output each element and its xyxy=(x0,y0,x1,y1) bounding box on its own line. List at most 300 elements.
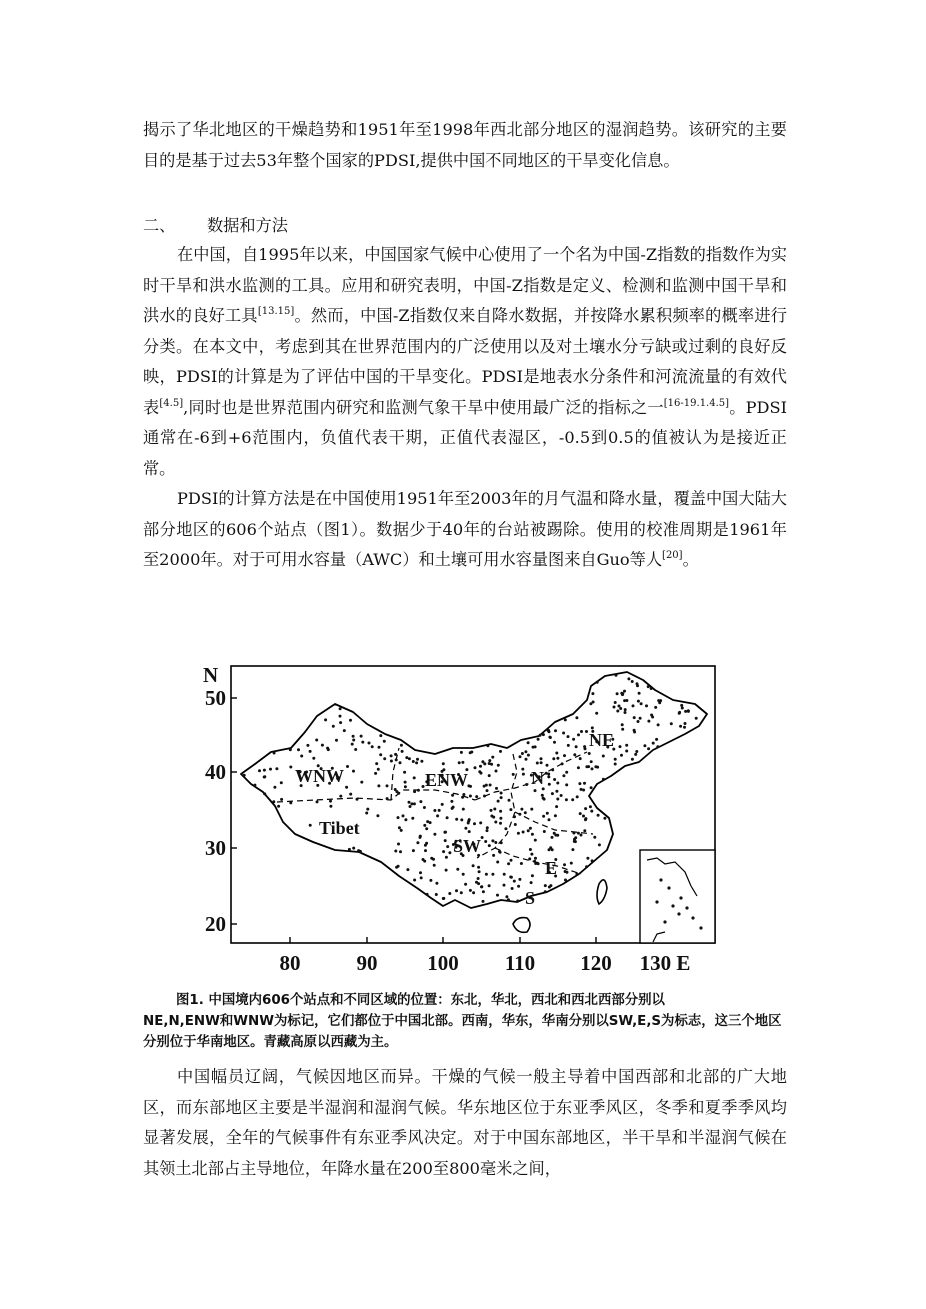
station-dot xyxy=(390,760,393,763)
station-dot xyxy=(321,744,324,747)
station-dot xyxy=(655,738,658,741)
station-dot xyxy=(339,721,342,724)
station-dot xyxy=(348,848,351,851)
station-dot xyxy=(540,761,543,764)
station-dot xyxy=(489,784,492,787)
station-dot xyxy=(565,771,568,774)
station-dot xyxy=(684,722,687,725)
station-dot xyxy=(530,853,533,856)
station-dot xyxy=(507,862,510,865)
station-dot xyxy=(537,862,540,865)
station-dot xyxy=(584,807,587,810)
station-dot xyxy=(556,798,559,801)
station-dot xyxy=(534,789,537,792)
station-dot xyxy=(461,796,464,799)
station-dot xyxy=(486,744,489,747)
station-dot xyxy=(539,734,542,737)
station-dot xyxy=(619,707,622,710)
station-dot xyxy=(289,748,292,751)
station-dot xyxy=(547,775,550,778)
taiwan-island xyxy=(597,880,607,904)
station-dot xyxy=(595,712,598,715)
station-dot xyxy=(371,745,374,748)
station-dot xyxy=(378,746,381,749)
station-dot xyxy=(547,729,550,732)
station-dot xyxy=(623,690,626,693)
citation: [13.15] xyxy=(257,306,295,317)
station-dot xyxy=(470,751,473,754)
station-dot xyxy=(297,748,300,751)
station-dot xyxy=(597,814,600,817)
station-dot xyxy=(513,880,516,883)
station-dot xyxy=(534,857,537,860)
caption-rest: NE,N,ENW和WNW为标记，它们都位于中国北部。西南，华东，华南分别以SW,E,S为标志，这三个地区分别位于华南地区。青藏高原以西藏为主。 xyxy=(143,1014,782,1050)
station-dot xyxy=(445,856,448,859)
station-dot xyxy=(571,848,574,851)
china-outline xyxy=(241,672,707,908)
station-dot xyxy=(376,814,379,817)
station-dot xyxy=(448,892,451,895)
station-dot xyxy=(488,759,491,762)
station-dot xyxy=(524,811,527,814)
station-dot xyxy=(379,734,382,737)
station-dot xyxy=(401,750,404,753)
station-dot xyxy=(277,805,280,808)
station-dot xyxy=(486,826,489,829)
station-dot xyxy=(410,802,413,805)
region-label-e: E xyxy=(545,858,558,878)
station-dot xyxy=(386,797,389,800)
station-dot xyxy=(695,717,698,720)
station-dot xyxy=(542,733,545,736)
station-dot xyxy=(562,732,565,735)
station-dot xyxy=(460,891,463,894)
station-dot xyxy=(280,798,283,801)
station-dot xyxy=(419,836,422,839)
station-dot xyxy=(499,817,502,820)
station-dot xyxy=(442,850,445,853)
station-dot xyxy=(530,881,533,884)
station-dot xyxy=(684,710,687,713)
station-dot xyxy=(670,722,673,725)
station-dot xyxy=(580,730,583,733)
station-dot xyxy=(546,812,549,815)
station-dot xyxy=(556,782,559,785)
station-dot xyxy=(357,849,360,852)
station-dot xyxy=(573,840,576,843)
station-dot xyxy=(555,752,558,755)
station-dot xyxy=(650,687,653,690)
paragraph-1: 揭示了华北地区的干燥趋势和1951年至1998年西北部分地区的湿润趋势。该研究的主要目的是基于过去53年整个国家的PDSI,提供中国不同地区的干旱变化信息。 xyxy=(143,120,787,170)
station-dot xyxy=(551,768,554,771)
y-tick-label: 20 xyxy=(205,912,226,936)
citation: [4.5] xyxy=(159,397,184,409)
region-label-enw: ENW xyxy=(425,770,469,790)
station-dot xyxy=(577,766,580,769)
station-dot xyxy=(504,827,507,830)
station-dot xyxy=(584,818,587,821)
station-dot xyxy=(315,739,318,742)
station-dot xyxy=(633,731,636,734)
station-dot xyxy=(577,832,580,835)
station-dot xyxy=(564,879,567,882)
station-dot xyxy=(403,771,406,774)
station-dot xyxy=(517,885,520,888)
station-dot xyxy=(377,768,380,771)
station-dot xyxy=(618,705,621,708)
station-dot xyxy=(534,839,537,842)
station-dot xyxy=(455,889,458,892)
station-dot xyxy=(596,681,599,684)
station-dot xyxy=(555,805,558,808)
region-label-wnw: WNW xyxy=(295,766,344,786)
station-dot xyxy=(497,800,500,803)
station-dot xyxy=(423,806,426,809)
station-dot xyxy=(548,818,551,821)
station-dot xyxy=(556,757,559,760)
station-dot xyxy=(494,841,497,844)
station-dot xyxy=(544,890,547,893)
station-dot xyxy=(631,680,634,683)
station-dot xyxy=(395,758,398,761)
x-tick-label: 120 xyxy=(580,951,612,975)
station-dot xyxy=(614,763,617,766)
station-dot xyxy=(596,766,599,769)
station-dot xyxy=(573,753,576,756)
station-dot xyxy=(495,770,498,773)
paragraph-4: 中国幅员辽阔，气候因地区而异。干燥的气候一般主导着中国西部和北部的广大地区，而东部地区主要是半湿润和湿润气候。华东地区位于东亚季风区，冬季和夏季季风均显著发展，全年的气候事件有东亚季风决定。对于中国东部地区，半干旱和半湿润气候在其领土北部占主导地位，年降水量在200至800毫米之间， xyxy=(143,1067,787,1178)
station-dot xyxy=(473,822,476,825)
station-dot xyxy=(365,812,368,815)
station-dot xyxy=(656,745,659,748)
station-dot xyxy=(420,876,423,879)
station-dot xyxy=(339,715,342,718)
station-dot xyxy=(583,829,586,832)
station-dot xyxy=(496,861,499,864)
station-dot xyxy=(349,719,352,722)
station-dot xyxy=(390,754,393,757)
station-dot xyxy=(351,743,354,746)
station-dot xyxy=(413,879,416,882)
station-dot xyxy=(435,882,438,885)
station-dot xyxy=(647,685,650,688)
station-dot xyxy=(335,739,338,742)
region-label-n: N xyxy=(531,768,544,788)
station-dot xyxy=(614,758,617,761)
station-dot xyxy=(360,781,363,784)
station-dot xyxy=(679,725,682,728)
station-dot xyxy=(586,857,589,860)
station-dot xyxy=(386,784,389,787)
station-dot xyxy=(475,881,478,884)
station-dot xyxy=(458,761,461,764)
station-dot xyxy=(498,850,501,853)
station-dot xyxy=(634,753,637,756)
station-dot xyxy=(360,735,363,738)
station-dot xyxy=(637,700,640,703)
station-dot xyxy=(591,767,594,770)
station-dot xyxy=(263,769,266,772)
station-dot xyxy=(505,895,508,898)
station-dot xyxy=(551,836,554,839)
station-dot xyxy=(273,786,276,789)
station-dot xyxy=(352,739,355,742)
station-dot xyxy=(543,798,546,801)
station-dot xyxy=(657,699,660,702)
station-dot xyxy=(456,868,459,871)
station-dot xyxy=(329,805,332,808)
station-dot xyxy=(475,795,478,798)
station-dot xyxy=(481,760,484,763)
station-dot xyxy=(615,674,618,677)
station-dot xyxy=(531,833,534,836)
station-dot xyxy=(356,798,359,801)
station-dot xyxy=(508,799,511,802)
station-dot xyxy=(445,869,448,872)
figure-caption xyxy=(143,990,787,1053)
station-dot xyxy=(527,741,530,744)
station-dot xyxy=(563,754,566,757)
station-dot xyxy=(500,792,503,795)
station-dot xyxy=(493,808,496,811)
station-dot xyxy=(647,747,650,750)
station-dot xyxy=(492,854,495,857)
station-dot xyxy=(343,729,346,732)
x-tick-label: 110 xyxy=(504,951,536,975)
station-dot xyxy=(525,758,528,761)
station-dot xyxy=(549,846,552,849)
station-dot xyxy=(620,754,623,757)
station-dot xyxy=(443,831,446,834)
station-dot xyxy=(289,801,292,804)
station-dot xyxy=(408,757,411,760)
station-dot xyxy=(425,827,428,830)
station-dot xyxy=(446,816,449,819)
station-dot xyxy=(316,800,319,803)
station-dot xyxy=(514,823,517,826)
station-dot xyxy=(481,836,484,839)
station-dot xyxy=(263,792,266,795)
station-dot xyxy=(636,684,639,687)
station-dot xyxy=(462,873,465,876)
station-dot xyxy=(309,750,312,753)
station-dot xyxy=(448,851,451,854)
station-dot xyxy=(497,764,500,767)
station-dot xyxy=(591,859,594,862)
station-dot xyxy=(309,824,312,827)
station-dot xyxy=(591,692,594,695)
station-dot xyxy=(541,794,544,797)
station-dot xyxy=(433,864,436,867)
station-dot xyxy=(616,692,619,695)
station-dot xyxy=(654,706,657,709)
hainan-island xyxy=(513,918,530,933)
station-dot xyxy=(625,750,628,753)
station-dot xyxy=(544,884,547,887)
station-dot xyxy=(472,864,475,867)
north-label: N xyxy=(203,663,219,687)
station-dot xyxy=(374,772,377,775)
station-dot xyxy=(687,709,690,712)
station-dot xyxy=(494,821,497,824)
station-dot xyxy=(562,774,565,777)
figure-station-map xyxy=(195,652,725,980)
station-dot xyxy=(593,836,596,839)
station-dot xyxy=(405,756,408,759)
station-dot xyxy=(512,773,515,776)
station-dot xyxy=(652,742,655,745)
station-dot xyxy=(499,750,502,753)
region-label-s: S xyxy=(525,888,536,908)
station-dot xyxy=(553,741,556,744)
station-dot xyxy=(534,745,537,748)
station-dot xyxy=(460,818,463,821)
east-label: 130 E xyxy=(639,951,691,975)
station-dot xyxy=(585,865,588,868)
station-dot xyxy=(438,809,441,812)
station-dot xyxy=(300,755,303,758)
station-dot xyxy=(625,744,628,747)
station-dot xyxy=(423,860,426,863)
station-dot xyxy=(639,717,642,720)
station-dot xyxy=(527,754,530,757)
y-tick-label: 30 xyxy=(205,836,226,860)
station-dot xyxy=(433,809,436,812)
station-dot xyxy=(580,788,583,791)
station-dot xyxy=(490,809,493,812)
station-dot xyxy=(419,800,422,803)
station-dot xyxy=(619,745,622,748)
station-dot xyxy=(490,815,493,818)
station-dot xyxy=(485,784,488,787)
station-dot xyxy=(582,815,585,818)
station-dot xyxy=(621,728,624,731)
station-dot xyxy=(625,699,628,702)
china-station-map xyxy=(195,652,725,980)
station-dot xyxy=(399,761,402,764)
station-dot xyxy=(477,877,480,880)
x-tick-label: 80 xyxy=(279,951,301,975)
station-dot xyxy=(442,897,445,900)
section-number: 二、 xyxy=(143,216,176,235)
station-dot xyxy=(529,848,532,851)
station-dot xyxy=(411,817,414,820)
station-dot xyxy=(583,782,586,785)
station-dot xyxy=(519,755,522,758)
station-dot xyxy=(472,891,475,894)
station-dot xyxy=(549,736,552,739)
station-dot xyxy=(467,822,470,825)
station-dot xyxy=(545,772,548,775)
station-dot xyxy=(416,758,419,761)
station-dot xyxy=(635,750,638,753)
station-dot xyxy=(542,815,545,818)
station-dot xyxy=(419,871,422,874)
station-dot xyxy=(394,753,397,756)
y-tick-label: 50 xyxy=(205,686,226,710)
station-dot xyxy=(329,800,332,803)
station-dot xyxy=(491,756,494,759)
station-dot xyxy=(624,711,627,714)
station-dot xyxy=(516,900,519,903)
station-dot xyxy=(616,710,619,713)
station-dot xyxy=(484,840,487,843)
station-dot xyxy=(346,765,349,768)
station-dot xyxy=(408,801,411,804)
station-dot xyxy=(637,720,640,723)
station-dot xyxy=(491,839,494,842)
station-dot xyxy=(588,752,591,755)
station-dot xyxy=(400,829,403,832)
station-dot xyxy=(647,720,650,723)
station-dot xyxy=(614,701,617,704)
station-dot xyxy=(477,866,480,869)
station-dot xyxy=(399,850,402,853)
station-dot xyxy=(524,750,527,753)
station-dot xyxy=(511,887,514,890)
station-dot xyxy=(474,766,477,769)
station-dot xyxy=(632,704,635,707)
station-dot xyxy=(521,752,524,755)
station-dot xyxy=(503,884,506,887)
station-dot xyxy=(269,768,272,771)
station-dot xyxy=(555,790,558,793)
station-dot xyxy=(480,885,483,888)
station-dot xyxy=(412,760,415,763)
station-dot xyxy=(397,792,400,795)
station-dot xyxy=(683,726,686,729)
station-dot xyxy=(435,893,438,896)
station-dot xyxy=(543,830,546,833)
station-dot xyxy=(563,863,566,866)
station-dot xyxy=(424,849,427,852)
station-dot xyxy=(345,786,348,789)
station-dot xyxy=(546,764,549,767)
station-dot xyxy=(603,817,606,820)
station-dot xyxy=(486,789,489,792)
station-dot xyxy=(575,872,578,875)
station-dot xyxy=(478,770,481,773)
station-dot xyxy=(638,692,641,695)
station-dot xyxy=(627,677,630,680)
station-dot xyxy=(426,820,429,823)
station-dot xyxy=(339,795,342,798)
station-dot xyxy=(643,744,646,747)
station-dot xyxy=(397,843,400,846)
region-label-ne: NE xyxy=(589,730,615,750)
station-dot xyxy=(464,827,467,830)
station-dot xyxy=(424,844,427,847)
station-dot xyxy=(548,783,551,786)
y-tick-label: 40 xyxy=(205,760,226,784)
station-dot xyxy=(460,751,463,754)
station-dot xyxy=(461,761,464,764)
station-dot xyxy=(589,805,592,808)
station-dot xyxy=(564,718,567,721)
station-dot xyxy=(415,761,418,764)
station-dot xyxy=(332,725,335,728)
station-dot xyxy=(478,870,481,873)
station-dot xyxy=(280,781,283,784)
station-dot xyxy=(527,829,530,832)
station-dot xyxy=(510,859,513,862)
station-dot xyxy=(621,723,624,726)
station-dot xyxy=(483,795,486,798)
station-dot xyxy=(275,767,278,770)
station-dot xyxy=(590,760,593,763)
station-dot xyxy=(575,716,578,719)
region-label-sw: SW xyxy=(453,836,482,856)
